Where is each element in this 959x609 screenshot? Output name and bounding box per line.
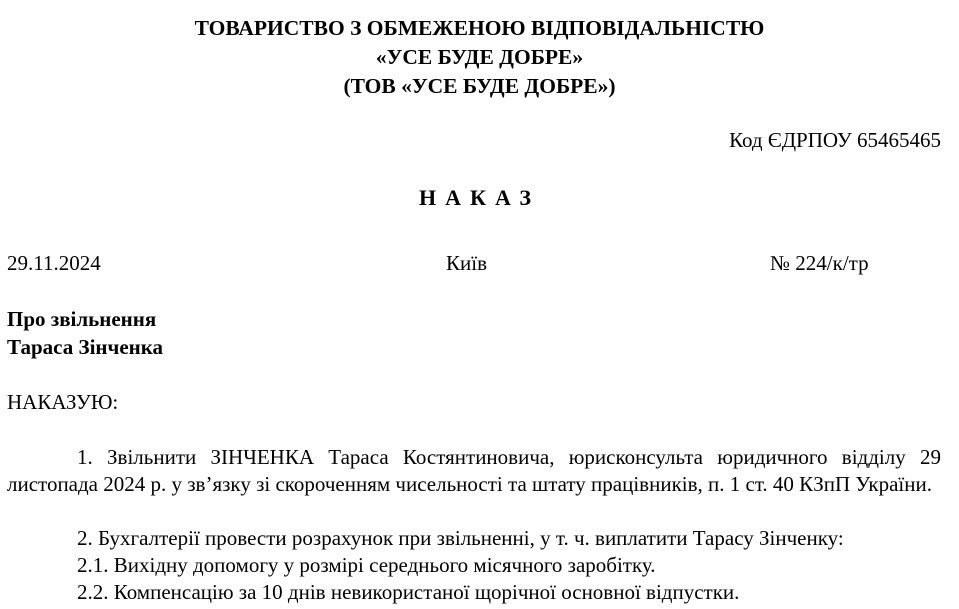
order-item-1: 1. Звільнити ЗІНЧЕНКА Тараса Костянтиновича, юрисконсульта юридичного відділу 29 листопада 2024 р. у зв’язку зі скороченням чисельності та штату працівників, п. 1 ст. 40 КЗпП України. (7, 445, 941, 496)
order-item-2: 2. Бухгалтерії провести розрахунок при звільненні, у т. ч. виплатити Тарасу Зінченку: (77, 526, 844, 550)
order-item-2-2: 2.2. Компенсацію за 10 днів невикористаної щорічної основної відпустки. (77, 580, 740, 604)
document-title: НАКАЗ (419, 185, 540, 210)
order-subject (7, 305, 163, 361)
company-name-line1: ТОВАРИСТВО З ОБМЕЖЕНОЮ ВІДПОВІДАЛЬНІСТЮ (194, 16, 765, 40)
company-name-line2: «УСЕ БУДЕ ДОБРЕ» (375, 45, 584, 69)
order-number: № 224/к/тр (770, 251, 869, 275)
edrpou-code: Код ЄДРПОУ 65465465 (729, 128, 941, 152)
subject-line2: Тараса Зінченка (7, 335, 164, 359)
order-date: 29.11.2024 (7, 251, 101, 275)
company-name-line3: (ТОВ «УСЕ БУДЕ ДОБРЕ») (343, 74, 616, 98)
order-city: Київ (446, 251, 487, 275)
order-directive: НАКАЗУЮ: (7, 390, 119, 414)
order-item-2-1: 2.1. Вихідну допомогу у розмірі середнього місячного заробітку. (77, 553, 656, 577)
subject-line1: Про звільнення (7, 307, 157, 331)
company-header (0, 14, 959, 101)
